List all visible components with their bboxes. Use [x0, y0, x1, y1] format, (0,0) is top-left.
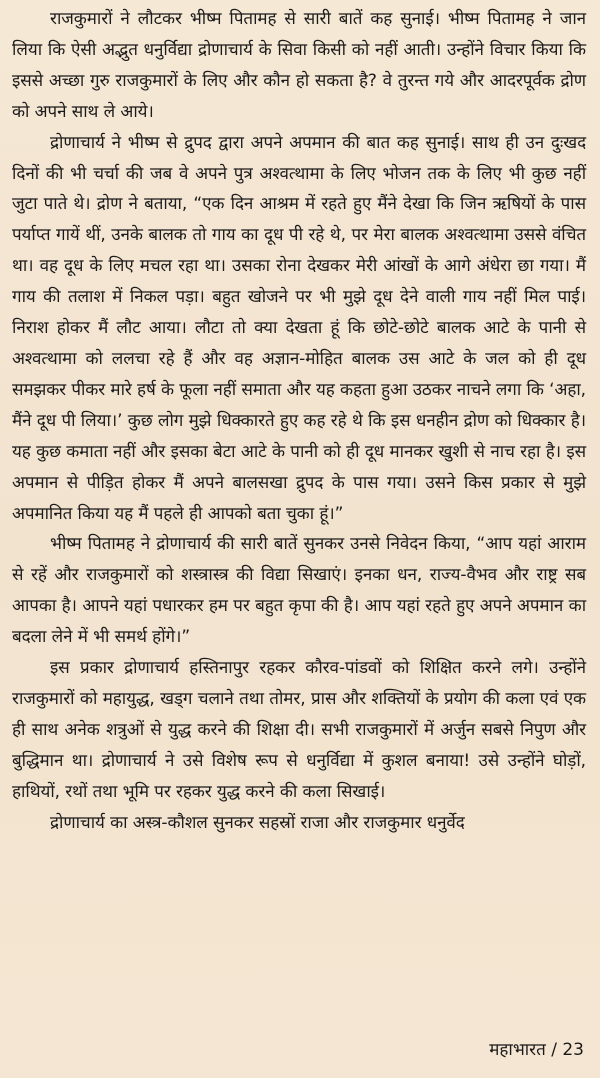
- page-body-text: [12, 4, 586, 838]
- page-footer-folio: महाभारत / 23: [489, 1040, 584, 1060]
- paragraph-5: द्रोणाचार्य का अस्त्र-कौशल सुनकर सहस्रों राजा और राजकुमार धनुर्वेद: [50, 812, 465, 833]
- paragraph-2: द्रोणाचार्य ने भीष्म से द्रुपद द्वारा अपने अपमान की बात कह सुनाई। साथ ही उन दुःखद दिनों की भी चर्चा की जब वे अपने पुत्र अश्वत्थामा के लिए भोजन तक के लिए भी कुछ नहीं जुटा पाते थे। द्रोण ने बताया, “एक दिन आश्रम में रहते हुए मैंने देखा कि जिन ऋषियों के पास पर्याप्त गायें थीं, उनके बालक तो गाय का दूध पी रहे थे, पर मेरा बालक अश्वत्थामा उससे वंचित था। वह दूध के लिए मचल रहा था। उसका रोना देखकर मेरी आंखों के आगे अंधेरा छा गया। मैं गाय की तलाश में निकल पड़ा। बहुत खोजने पर भी मुझे दूध देने वाली गाय नहीं मिल पाई। निराश होकर मैं लौट आया। लौटा तो क्या देखता हूं कि छोटे-छोटे बालक आटे के पानी से अश्वत्थामा को ललचा रहे हैं और वह अज्ञान-मोहित बालक उस आटे के जल को ही दूध समझकर पीकर मारे हर्ष के फूला नहीं समाता और यह कहता हुआ उठकर नाचने लगा कि ‘अहा, मैंने दूध पी लिया।’ कुछ लोग मुझे धिक्कारते हुए कह रहे थे कि इस धनहीन द्रोण को धिक्कार है। यह कुछ कमाता नहीं और इसका बेटा आटे के पानी को ही दूध मानकर खुशी से नाच रहा है। इस अपमान से पीड़ित होकर मैं अपने बालसखा द्रुपद के पास गया। उसने किस प्रकार से मुझे अपमानित किया यह मैं पहले ही आपको बता चुका हूं।”: [12, 132, 586, 524]
- paragraph-4: इस प्रकार द्रोणाचार्य हस्तिनापुर रहकर कौरव-पांडवों को शिक्षित करने लगे। उन्होंने राजकुमारों को महायुद्ध, खड्ग चलाने तथा तोमर, प्रास और शक्तियों के प्रयोग की कला एवं एक ही साथ अनेक शत्रुओं से युद्ध करने की शिक्षा दी। सभी राजकुमारों में अर्जुन सबसे निपुण और बुद्धिमान था। द्रोणाचार्य ने उसे विशेष रूप से धनुर्विद्या में कुशल बनाया! उसे उन्होंने घोड़ों, हाथियों, रथों तथा भूमि पर रहकर युद्ध करने की कला सिखाई।: [12, 658, 586, 802]
- paragraph-3: भीष्म पितामह ने द्रोणाचार्य की सारी बातें सुनकर उनसे निवेदन किया, “आप यहां आराम से रहें और राजकुमारों को शस्त्रास्त्र की विद्या सिखाएं। इनका धन, राज्य-वैभव और राष्ट्र सब आपका है। आपने यहां पधारकर हम पर बहुत कृपा की है। आप यहां रहते हुए अपने अपमान का बदला लेने में भी समर्थ होंगे।”: [12, 534, 586, 648]
- paragraph-1: राजकुमारों ने लौटकर भीष्म पितामह से सारी बातें कह सुनाई। भीष्म पितामह ने जान लिया कि ऐसी अद्भुत धनुर्विद्या द्रोणाचार्य के सिवा किसी को नहीं आती। उन्होंने विचार किया कि इससे अच्छा गुरु राजकुमारों के लिए और कौन हो सकता है? वे तुरन्त गये और आदरपूर्वक द्रोण को अपने साथ ले आये।: [12, 9, 586, 122]
